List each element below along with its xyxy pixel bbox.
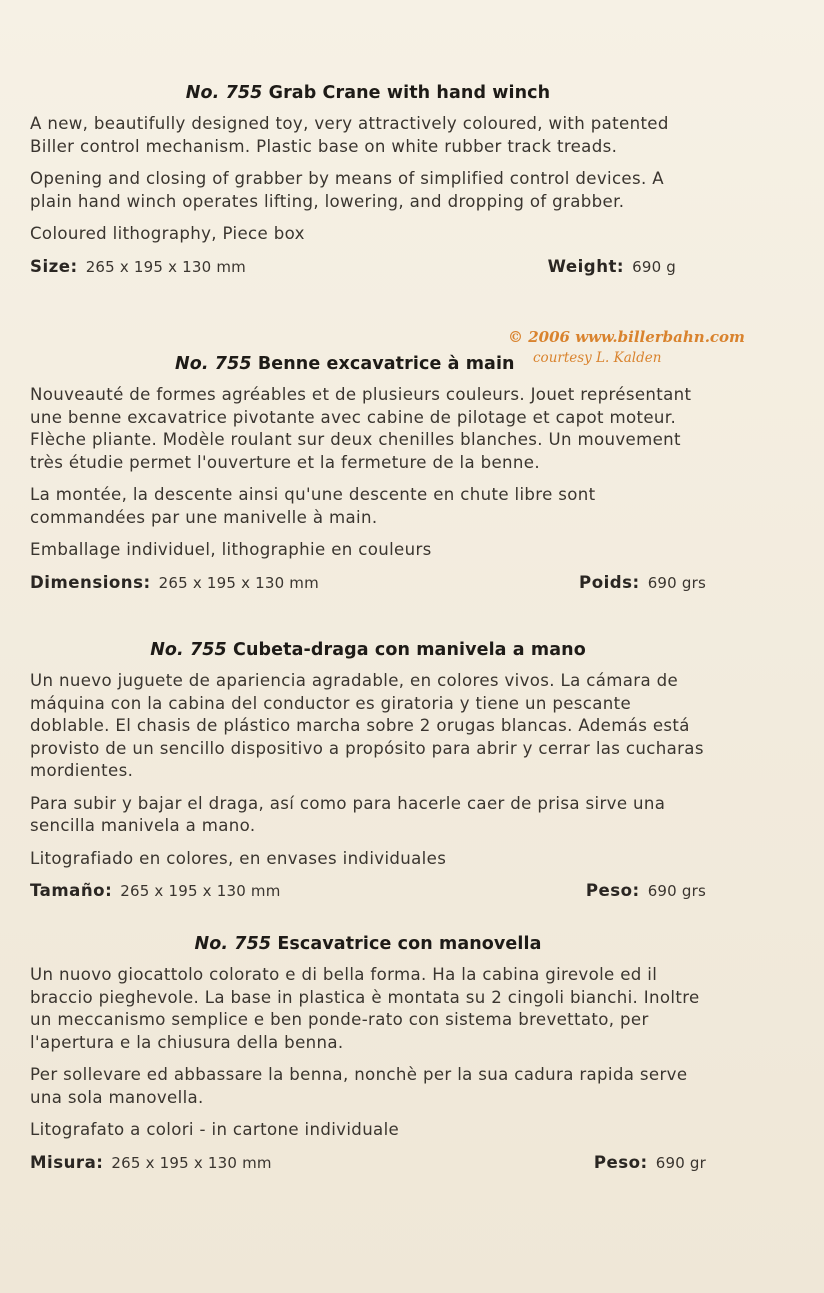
section-spanish [30, 640, 706, 903]
size-label: Dimensions: [30, 572, 151, 592]
section-heading [30, 354, 706, 374]
size-label: Size: [30, 256, 78, 276]
section-heading [30, 640, 706, 660]
description-paragraph: Un nuevo juguete de apariencia agradable, en colores vivos. La cámara de máquina con la cabina del conductor es giratoria y tiene un pescante doblable. El chasis de plástico marcha sobre 2 orugas blancas. Además está provisto de un sencillo dispositivo a propósito para abrir y cerrar las cucharas mordientes. [30, 671, 704, 780]
product-title: Cubeta-draga con manivela a mano [233, 640, 586, 660]
spec-row [30, 256, 706, 279]
product-title: Benne excavatrice à main [257, 354, 515, 374]
section-english [30, 83, 706, 278]
description-paragraph: Para subir y bajar el draga, así como para hacerle caer de prisa sirve una sencilla manivela a mano. [30, 793, 666, 835]
size-value: 265 x 195 x 130 mm [158, 573, 319, 592]
product-title: Grab Crane with hand winch [268, 83, 551, 103]
packaging-text: Litografato a colori - in cartone individuale [30, 1120, 400, 1139]
spec-row [30, 1152, 706, 1175]
size-value: 265 x 195 x 130 mm [111, 1153, 272, 1172]
weight-label: Poids: [579, 572, 640, 592]
spec-row [30, 880, 706, 903]
description-paragraph: Nouveauté de formes agréables et de plusieurs couleurs. Jouet représentant une benne excavatrice pivotante avec cabine de pilotage et capot moteur. Flèche pliante. Modèle roulant sur deux chenilles blanches. Un mouvement très étudie permet l'ouverture et la fermeture de la benne. [30, 385, 692, 472]
section-heading [30, 83, 706, 103]
description-paragraph: Un nuovo giocattolo colorato e di bella forma. Ha la cabina girevole ed il braccio pieghevole. La base in plastica è montata su 2 cingoli bianchi. Inoltre un meccanismo semplice e ben ponde-rato con sistema brevettato, per l'apertura e la chiusura della benna. [30, 965, 700, 1052]
section-french [30, 354, 706, 594]
product-number: No. 755 [194, 934, 272, 954]
product-number: No. 755 [175, 354, 252, 374]
weight-value: 690 gr [655, 1153, 706, 1172]
size-value: 265 x 195 x 130 mm [85, 257, 246, 276]
weight-value: 690 grs [647, 573, 706, 592]
product-number: No. 755 [185, 83, 263, 103]
description-paragraph: La montée, la descente ainsi qu'une descente en chute libre sont commandées par une manivelle à main. [30, 485, 596, 527]
weight-value: 690 grs [647, 882, 706, 900]
description-paragraph: A new, beautifully designed toy, very attractively coloured, with patented Biller control mechanism. Plastic base on white rubber track treads. [30, 114, 669, 156]
description-paragraph: Opening and closing of grabber by means of simplified control devices. A plain hand winch operates lifting, lowering, and dropping of grabber. [30, 169, 664, 211]
weight-value: 690 g [632, 257, 676, 276]
size-value: 265 x 195 x 130 mm [120, 882, 281, 900]
weight-label: Weight: [547, 256, 625, 276]
packaging-text: Emballage individuel, lithographie en couleurs [30, 540, 432, 559]
section-heading [30, 934, 706, 954]
product-number: No. 755 [150, 640, 227, 660]
product-title: Escavatrice con manovella [277, 934, 542, 954]
weight-label: Peso: [585, 881, 640, 900]
packaging-text: Coloured lithography, Piece box [30, 224, 305, 243]
spec-row [30, 572, 706, 595]
weight-label: Peso: [593, 1152, 648, 1172]
section-italian [30, 934, 706, 1174]
copyright-watermark: © 2006 www.billerbahn.com [508, 328, 745, 346]
size-label: Misura: [30, 1152, 104, 1172]
size-label: Tamaño: [30, 881, 113, 900]
description-paragraph: Per sollevare ed abbassare la benna, nonchè per la sua cadura rapida serve una sola manovella. [30, 1065, 688, 1107]
packaging-text: Litografiado en colores, en envases individuales [30, 848, 447, 868]
courtesy-watermark: courtesy L. Kalden [533, 350, 662, 366]
